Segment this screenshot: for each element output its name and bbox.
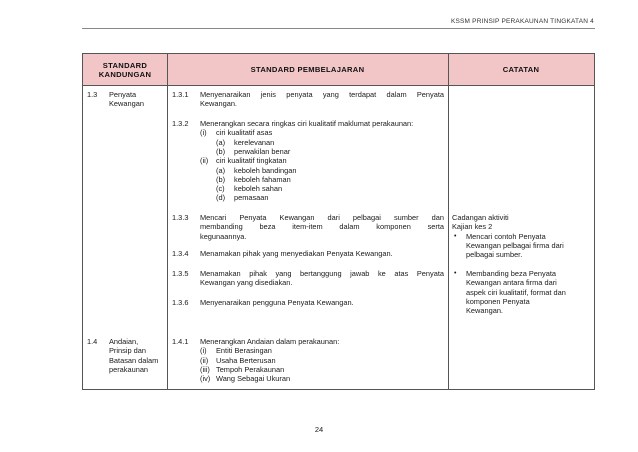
sublist-marker: (ii): [200, 156, 209, 166]
standard-text: Menyenaraikan pengguna Penyata Kewangan.: [200, 298, 354, 307]
standard-text-line: membanding beza item-item dalam komponen serta: [200, 222, 444, 232]
standard-code: 1.3.5: [172, 269, 189, 278]
standard-text-line: Menerangkan secara ringkas ciri kualitatif maklumat perakaunan:: [200, 119, 414, 128]
notes-bullet-line: Kewangan antara firma dari: [466, 278, 557, 288]
standard-text: Menerangkan Andaian dalam perakaunan:: [200, 337, 340, 346]
sublist-item-marker: (b): [216, 174, 226, 184]
sublist-marker: (ii): [200, 355, 209, 365]
section-title-line: Andaian,: [109, 337, 139, 346]
standard-text: [200, 119, 444, 128]
section-title-line: Kewangan: [109, 99, 144, 109]
standard-text-line: Kewangan yang disediakan.: [200, 278, 293, 288]
section-title-line: perakaunan: [109, 364, 149, 374]
standard-text-line: Kewangan.: [200, 99, 237, 109]
sublist-item-text: kerelevanan: [234, 137, 275, 147]
standard-text: [200, 269, 444, 288]
notes-bullet-line: aspek ciri kualitatif, format dan: [466, 287, 566, 297]
notes-subheading: Kajian kes 2: [452, 222, 493, 232]
sublist-item-marker: (c): [216, 184, 225, 194]
standard-code: 1.4.1: [172, 337, 189, 346]
header-standard-kandungan-line1: STANDARD: [102, 60, 148, 70]
notes-bullet-line: Kewangan.: [466, 306, 503, 316]
sublist-item-text: keboleh fahaman: [234, 174, 291, 184]
sublist-item-text: keboleh bandingan: [234, 165, 297, 175]
notes-bullet-line: Membanding beza Penyata: [466, 269, 556, 278]
sublist-title: Usaha Berterusan: [216, 355, 276, 365]
sublist-item-marker: (a): [216, 137, 226, 147]
table-header-row: [83, 54, 594, 86]
header-catatan: CATATAN: [502, 65, 540, 75]
page-number: 24: [314, 425, 324, 434]
section-title: [109, 90, 144, 109]
notes-bullet-line: komponen Penyata: [466, 296, 530, 306]
standard-code: 1.3.6: [172, 298, 189, 307]
sublist-marker: (i): [200, 128, 207, 138]
column-divider-2: [448, 54, 449, 389]
notes-bullet-line: Mencari contoh Penyata: [466, 231, 546, 241]
standard-text: [200, 213, 444, 241]
standard-text-line: Mencari Penyata Kewangan dari pelbagai sumber dan: [200, 213, 444, 222]
sublist-marker: (iv): [200, 374, 211, 384]
sublist-item-text: pemasaan: [234, 193, 269, 203]
running-header: KSSM PRINSIP PERAKAUNAN TINGKATAN 4: [450, 18, 594, 25]
section-title-line: Batasan dalam: [109, 355, 159, 365]
section-number: 1.4: [87, 337, 98, 346]
standard-text-line: Menamakan pihak yang bertanggung jawab ke atas Penyata: [200, 269, 444, 278]
sublist-item-marker: (d): [216, 193, 226, 203]
bullet-icon: •: [454, 270, 457, 277]
section-title: [109, 337, 158, 374]
notes-bullet-text: [466, 232, 564, 260]
standard-code: 1.3.3: [172, 213, 189, 222]
sublist-title: Wang Sebagai Ukuran: [216, 374, 291, 384]
standard-text-line: kegunaannya.: [200, 231, 247, 241]
sublist-title: Tempoh Perakaunan: [216, 364, 285, 374]
header-rule: [82, 28, 595, 29]
header-standard-kandungan: [83, 54, 167, 86]
section-number: 1.3: [87, 90, 98, 99]
standard-text: [200, 90, 444, 109]
standard-code: 1.3.4: [172, 249, 189, 258]
header-standard-kandungan-line2: KANDUNGAN: [98, 70, 152, 79]
standard-code: 1.3.2: [172, 119, 189, 128]
sublist-marker: (iii): [200, 364, 210, 374]
notes-bullet-line: pelbagai sumber.: [466, 250, 523, 260]
bullet-icon: •: [454, 232, 457, 240]
sublist-title: Entiti Berasingan: [216, 346, 272, 356]
curriculum-table: [82, 53, 595, 390]
sublist-title: ciri kualitatif tingkatan: [216, 156, 287, 166]
sublist-item-marker: (b): [216, 146, 226, 156]
sublist-item-text: perwakilan benar: [234, 146, 291, 156]
sublist-marker: (i): [200, 346, 207, 356]
sublist-item-marker: (a): [216, 165, 226, 175]
header-standard-pembelajaran: STANDARD PEMBELAJARAN: [250, 65, 365, 75]
column-divider-1: [167, 54, 168, 389]
sublist-title: ciri kualitatif asas: [216, 128, 273, 138]
standard-text-line: Menyenaraikan jenis penyata yang terdapat dalam Penyata: [200, 90, 444, 99]
notes-heading: Cadangan aktiviti: [452, 213, 509, 222]
standard-code: 1.3.1: [172, 90, 189, 99]
sublist-item-text: keboleh sahan: [234, 184, 283, 194]
section-title-line: Prinsip dan: [109, 346, 146, 356]
notes-bullet-line: Kewangan pelbagai firma dari: [466, 240, 564, 250]
section-title-line: Penyata: [109, 90, 137, 99]
standard-text: Menamakan pihak yang menyediakan Penyata Kewangan.: [200, 249, 393, 258]
notes-bullet-text: [466, 269, 566, 315]
